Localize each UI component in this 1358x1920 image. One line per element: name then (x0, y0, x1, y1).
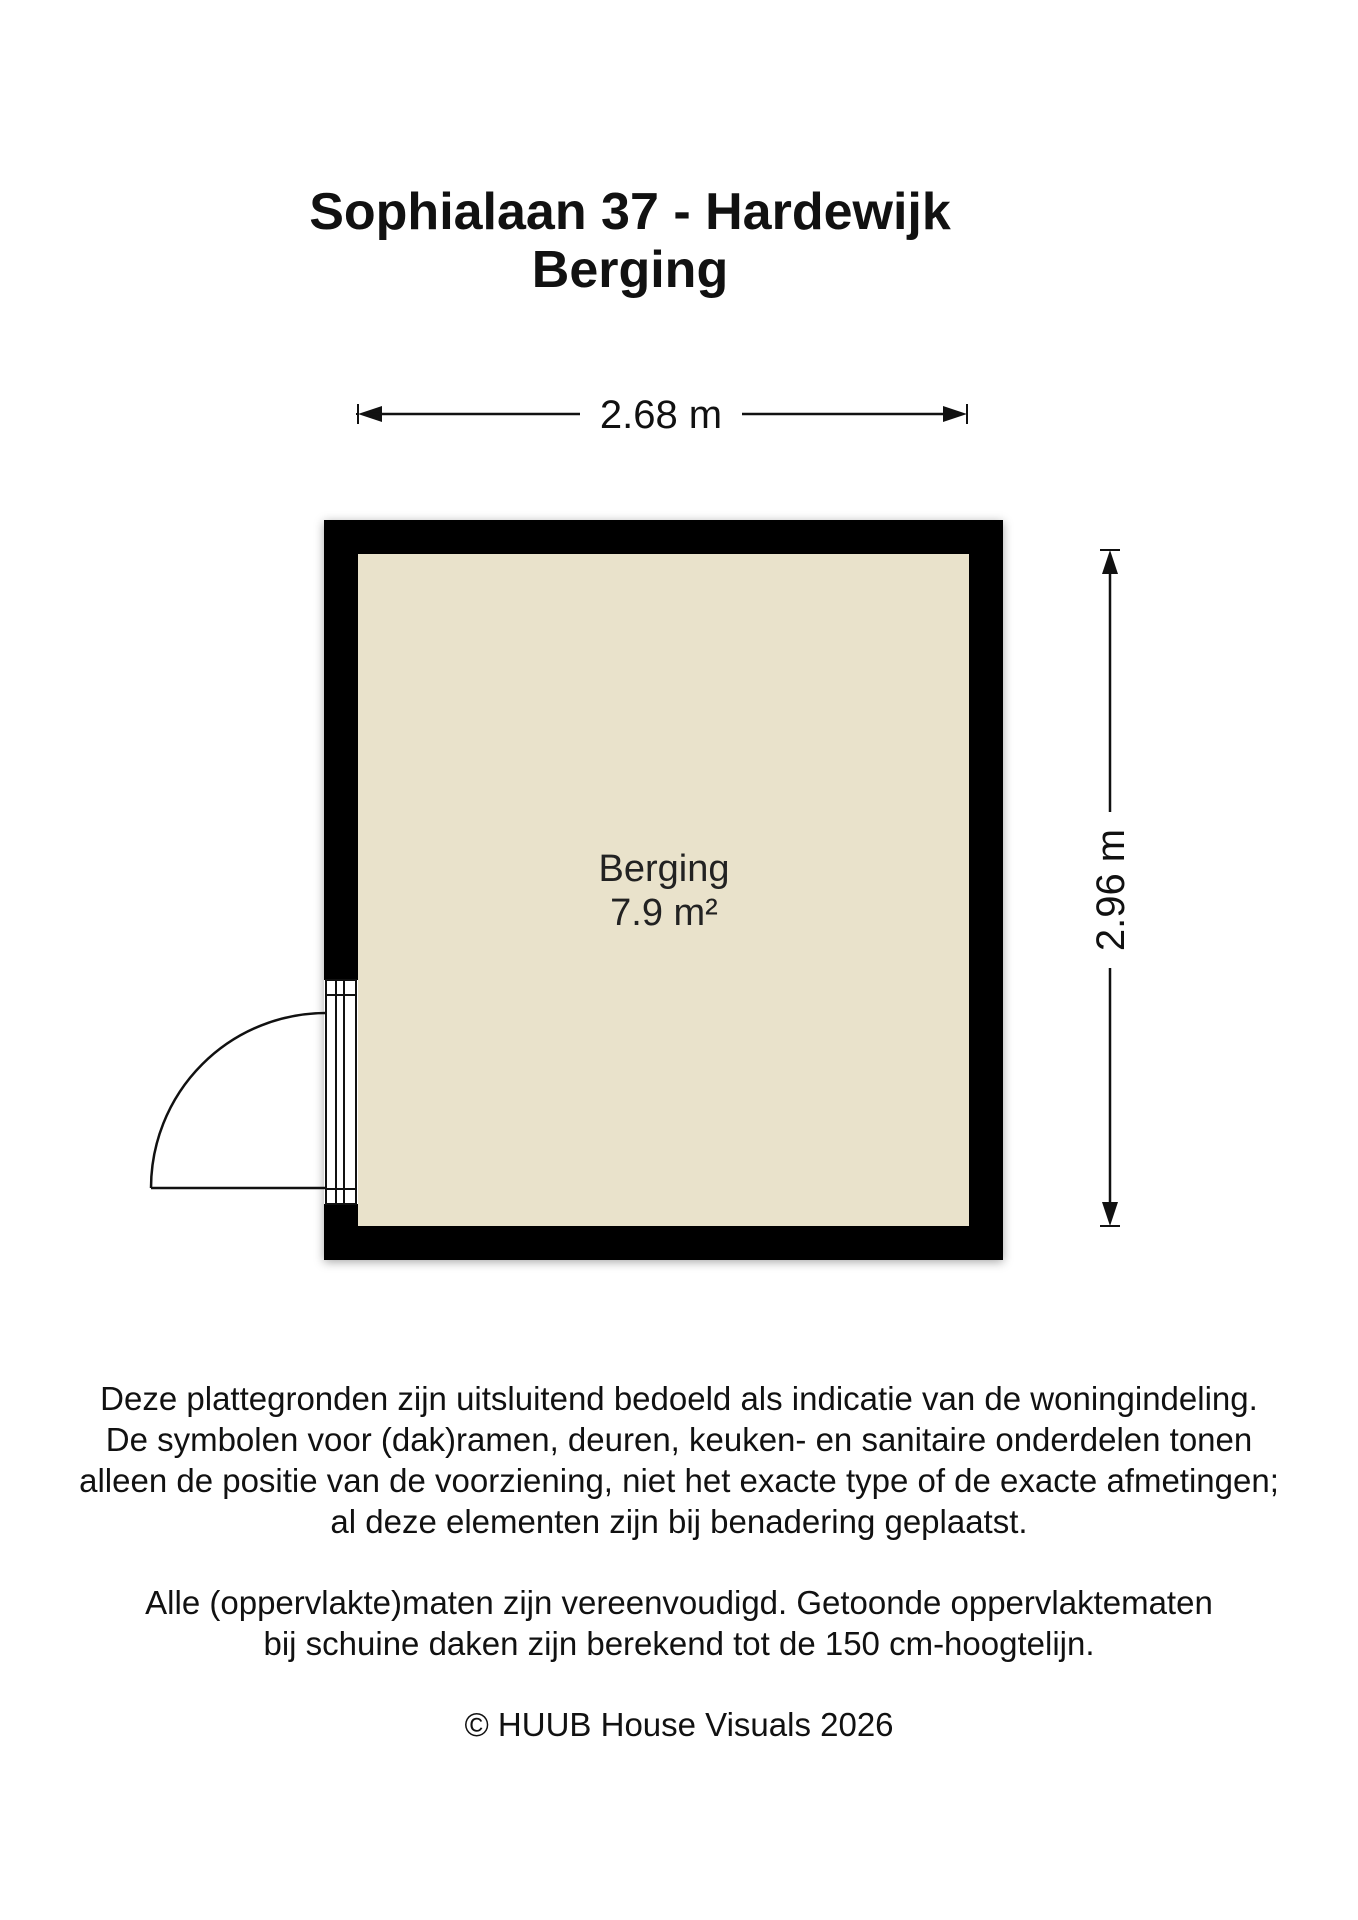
page-title: Sophialaan 37 - Hardewijk (309, 183, 951, 241)
door-swing-arc (151, 1013, 326, 1188)
disclaimer-line: Alle (oppervlakte)maten zijn vereenvoudigd. Getoonde oppervlaktematen (145, 1584, 1213, 1621)
disclaimer-line: alleen de positie van de voorziening, niet het exacte type of de exacte afmetingen; (79, 1462, 1279, 1499)
arrow-right-icon (943, 406, 967, 422)
page-subtitle: Berging (531, 241, 729, 299)
arrow-down-icon (1102, 1202, 1118, 1226)
width-dimension (356, 393, 967, 437)
disclaimer-line: bij schuine daken zijn berekend tot de 150 cm-hoogtelijn. (263, 1625, 1095, 1662)
disclaimer-line: Deze plattegronden zijn uitsluitend bedoeld als indicatie van de woningindeling. (100, 1380, 1258, 1417)
copyright-notice: © HUUB House Visuals 2026 (464, 1706, 894, 1743)
height-label: 2.96 m (1089, 828, 1133, 952)
disclaimer-line: al deze elementen zijn bij benadering geplaatst. (330, 1503, 1028, 1540)
disclaimer-paragraph-2 (0, 1582, 1358, 1664)
room-area: 7.9 m² (610, 892, 718, 934)
height-dimension (1089, 550, 1133, 1226)
room-berging (324, 520, 1003, 1260)
room-floor (358, 554, 969, 1226)
room-name: Berging (598, 848, 730, 890)
disclaimer-paragraph-1 (0, 1378, 1358, 1542)
door (151, 980, 358, 1204)
door-frame (326, 980, 356, 1204)
width-label: 2.68 m (599, 393, 723, 437)
disclaimer-line: De symbolen voor (dak)ramen, deuren, keuken- en sanitaire onderdelen tonen (105, 1421, 1253, 1458)
